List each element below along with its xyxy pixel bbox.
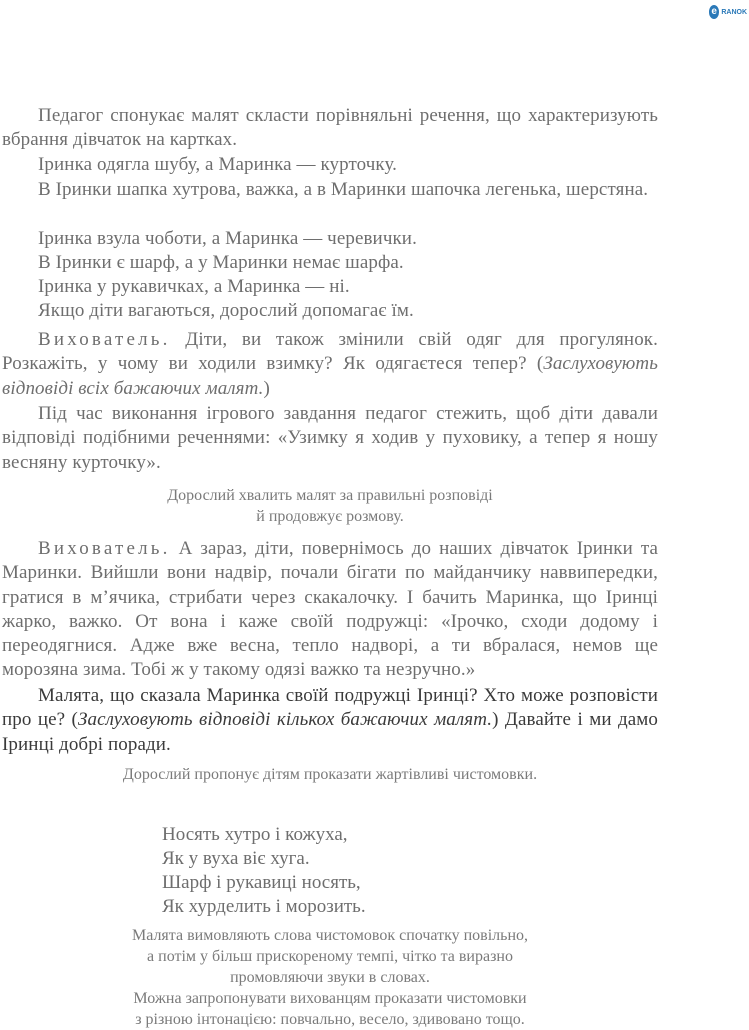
remark-1-line-2: й продовжує розмову. bbox=[256, 508, 404, 525]
paragraph-8-end: ) bbox=[263, 377, 270, 399]
remark-3-line: Можна запропонувати вихованцям проказати чистомовки bbox=[133, 990, 527, 1007]
verse-line: Як у вуха віє хуга. bbox=[162, 848, 310, 869]
remark-1-line-1: Дорослий хвалить малят за правильні розповіді bbox=[167, 487, 493, 504]
paragraph-3: В Іринки шапка хутрова, важка, а в Маринки шапочка легенька, шерстяна. bbox=[38, 179, 649, 200]
tongue-twister-verse bbox=[162, 823, 366, 919]
remark-3 bbox=[2, 925, 658, 1030]
remark-3-line: промовляючи звуки в словах. bbox=[230, 969, 430, 986]
logo-text: RANOK bbox=[721, 8, 747, 16]
paragraph-4: Іринка взула чоботи, а Маринка — черевички. bbox=[38, 228, 417, 249]
speaker-label: Вихователь. bbox=[38, 538, 171, 559]
paragraph-11-end: ) Давайте і ми дамо Іринці добрі поради. bbox=[2, 709, 659, 755]
paragraph-11 bbox=[2, 684, 658, 757]
paragraph-1: Педагог спонукає малят скласти порівняльні речення, що характеризують вбрання дівчаток на картках. bbox=[2, 105, 658, 151]
paragraph-11-italic: Заслуховують відповіді кількох бажаючих малят. bbox=[78, 709, 493, 731]
verse-line: Носять хутро і кожуха, bbox=[162, 824, 348, 845]
remark-1 bbox=[2, 485, 658, 527]
verse-line: Шарф і рукавиці носять, bbox=[162, 872, 361, 893]
paragraph-2: Іринка одягла шубу, а Маринка — курточку. bbox=[38, 154, 398, 175]
paragraph-5: В Іринки є шарф, а у Маринки немає шарфа. bbox=[38, 252, 404, 273]
paragraph-8-text: Діти, ви також змінили свій одяг для прогулянок. Розкажіть, у чому ви ходили взимку? Як одягаєтеся тепер? ( bbox=[2, 329, 658, 375]
paragraph-10 bbox=[2, 537, 658, 683]
paragraph-10-text: А зараз, діти, повернімось до наших дівчаток Іринки та Маринки. Вийшли вони надвір, почали бігати по майданчику наввипередки, гратися в м’ячика, стрибати через скакалочку. І бачить Маринка, що Іринці жарко, важко. От вона і каже своїй подружці: «Ірочко, сходи додому і переодягнися. Адже вже весна, тепло надворі, а ти вбралася, немов ще морозяна зима. Тобі ж у такому одязі важко та незручно.» bbox=[2, 538, 658, 681]
verse-line: Як хурделить і морозить. bbox=[162, 896, 366, 917]
paragraph-6: Іринка у рукавичках, а Маринка — ні. bbox=[38, 276, 350, 297]
paragraph-7: Якщо діти вагаються, дорослий допомагає їм. bbox=[38, 300, 414, 321]
paragraph-8 bbox=[2, 328, 658, 401]
paragraph-8-italic: Заслуховують відповіді всіх бажаючих малят. bbox=[2, 353, 658, 399]
paragraph-9: Під час виконання ігрового завдання педагог стежить, щоб діти давали відповіді подібними реченнями: «Узимку я ходив у пуховику, а тепер я ношу весняну курточку». bbox=[2, 403, 658, 473]
remark-3-line: а потім у більш прискореному темпі, чітко та виразно bbox=[147, 948, 513, 965]
paragraph-11-text: Малята, що сказала Маринка своїй подружці Іринці? Хто може розповісти про це? ( bbox=[2, 685, 658, 731]
logo-mark: e bbox=[709, 5, 719, 19]
remark-3-line: з різною інтонацією: повчально, весело, здивовано тощо. bbox=[135, 1011, 525, 1028]
remark-3-line: Малята вимовляють слова чистомовок спочатку повільно, bbox=[131, 927, 529, 944]
remark-2: Дорослий пропонує дітям проказати жартівливі чистомовки. bbox=[122, 766, 538, 783]
speaker-label: Вихователь. bbox=[38, 329, 171, 350]
